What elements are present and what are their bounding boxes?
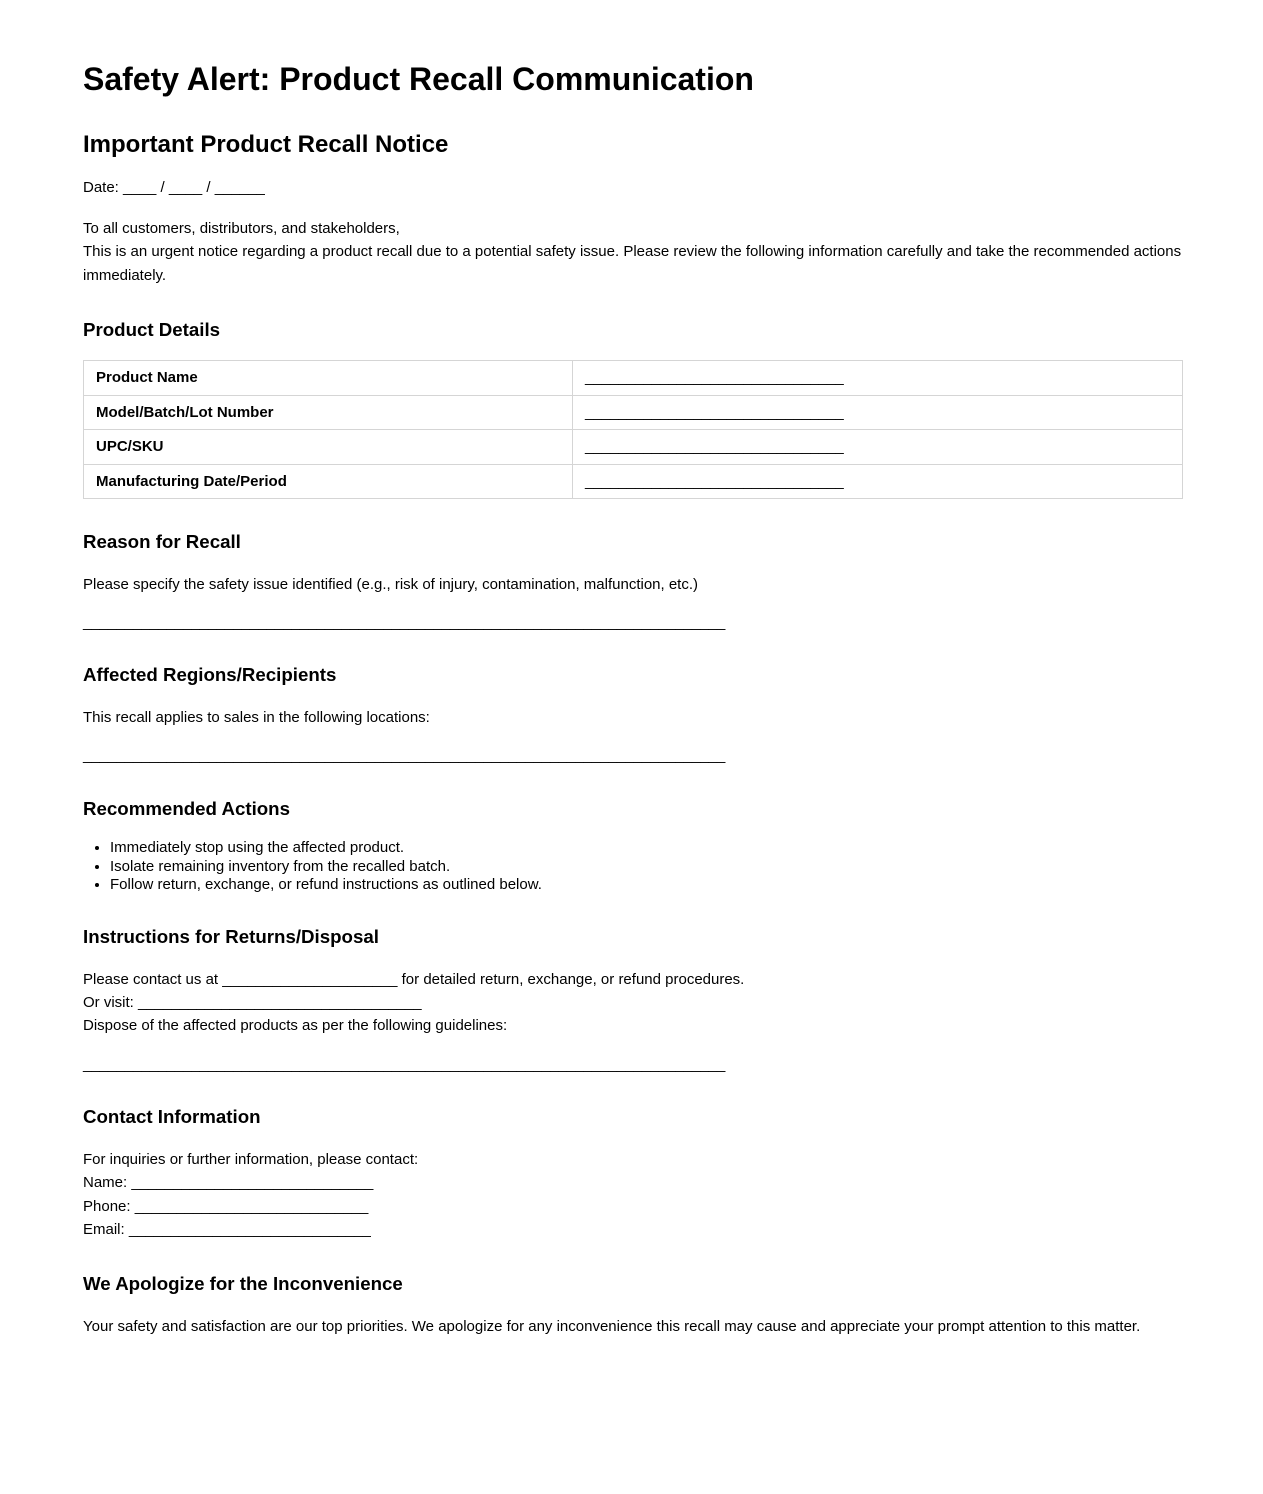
- reason-blank-line: _____________________________________________________________________________: [83, 613, 726, 631]
- contact-lines: [83, 1148, 1183, 1242]
- email-blank: _____________________________: [128, 1221, 371, 1239]
- product-details-table: [83, 360, 1183, 499]
- row-blank-cell: [573, 464, 1183, 498]
- notice-heading: Important Product Recall Notice: [83, 130, 449, 158]
- notice-salutation: To all customers, distributors, and stakeholders,: [83, 219, 400, 237]
- instructions-heading: Instructions for Returns/Disposal: [83, 926, 379, 948]
- reason-heading: Reason for Recall: [83, 531, 241, 553]
- regions-blank-line: _____________________________________________________________________________: [83, 747, 726, 765]
- row-blank: _______________________________: [585, 472, 844, 490]
- list-item: • Follow return, exchange, or refund instructions as outlined below.: [110, 876, 1183, 894]
- apology-body: Your safety and satisfaction are our top priorities. We apologize for any inconvenience this recall may cause and appreciate your prompt attention to this matter.: [83, 1317, 1141, 1335]
- table-row: [84, 361, 1183, 395]
- instructions-blank-line: _____________________________________________________________________________: [83, 1055, 726, 1073]
- contact-information-section: [83, 1106, 1183, 1241]
- regions-prompt: This recall applies to sales in the following locations:: [83, 708, 430, 726]
- visit-label: Or visit:: [83, 994, 134, 1012]
- instructions-lines: [83, 968, 1183, 1038]
- table-row: [84, 395, 1183, 429]
- row-label: UPC/SKU: [84, 430, 573, 464]
- visit-blank: __________________________________: [138, 994, 422, 1012]
- notice-intro: [83, 217, 1183, 287]
- notice-body: This is an urgent notice regarding a product recall due to a potential safety issue. Please review the following information carefully and take the recommended actions immediately.: [83, 243, 1182, 284]
- list-item: • Isolate remaining inventory from the recalled batch.: [110, 858, 1183, 876]
- row-blank-cell: [573, 361, 1183, 395]
- contact-prefix: Please contact us at: [83, 970, 219, 988]
- list-item: • Immediately stop using the affected product.: [110, 839, 1183, 857]
- apology-heading: We Apologize for the Inconvenience: [83, 1273, 403, 1295]
- table-row: [84, 430, 1183, 464]
- product-details-heading: Product Details: [83, 318, 221, 340]
- row-blank: _______________________________: [585, 403, 844, 421]
- phone-blank: ____________________________: [134, 1197, 369, 1215]
- contact-suffix: for detailed return, exchange, or refund procedures.: [401, 970, 745, 988]
- row-blank: _______________________________: [585, 369, 844, 387]
- recommended-actions-list: [83, 839, 1183, 894]
- name-blank: _____________________________: [131, 1174, 374, 1192]
- recommended-actions-section: [83, 798, 1183, 894]
- name-label: Name:: [83, 1174, 128, 1192]
- instructions-section: [83, 926, 1183, 1074]
- contact-information-heading: Contact Information: [83, 1106, 261, 1128]
- contact-blank: _____________________: [222, 970, 398, 988]
- row-label: Manufacturing Date/Period: [84, 464, 573, 498]
- contact-intro: For inquiries or further information, please contact:: [83, 1150, 419, 1168]
- product-details-section: [83, 319, 1183, 499]
- apology-section: [83, 1273, 1183, 1338]
- table-row: [84, 464, 1183, 498]
- row-blank-cell: [573, 430, 1183, 464]
- row-label: Model/Batch/Lot Number: [84, 395, 573, 429]
- dispose-line: Dispose of the affected products as per the following guidelines:: [83, 1017, 508, 1035]
- row-label: Product Name: [84, 361, 573, 395]
- row-blank: _______________________________: [585, 438, 844, 456]
- document-title: Safety Alert: Product Recall Communication: [83, 61, 754, 97]
- regions-heading: Affected Regions/Recipients: [83, 664, 337, 686]
- date-line: Date: ____ / ____ / ______: [83, 179, 265, 197]
- reason-prompt: Please specify the safety issue identified (e.g., risk of injury, contamination, malfunction, etc.): [83, 575, 699, 593]
- reason-section: [83, 531, 1183, 632]
- regions-section: [83, 664, 1183, 765]
- row-blank-cell: [573, 395, 1183, 429]
- phone-label: Phone:: [83, 1197, 131, 1215]
- recommended-actions-heading: Recommended Actions: [83, 797, 290, 819]
- email-label: Email:: [83, 1221, 125, 1239]
